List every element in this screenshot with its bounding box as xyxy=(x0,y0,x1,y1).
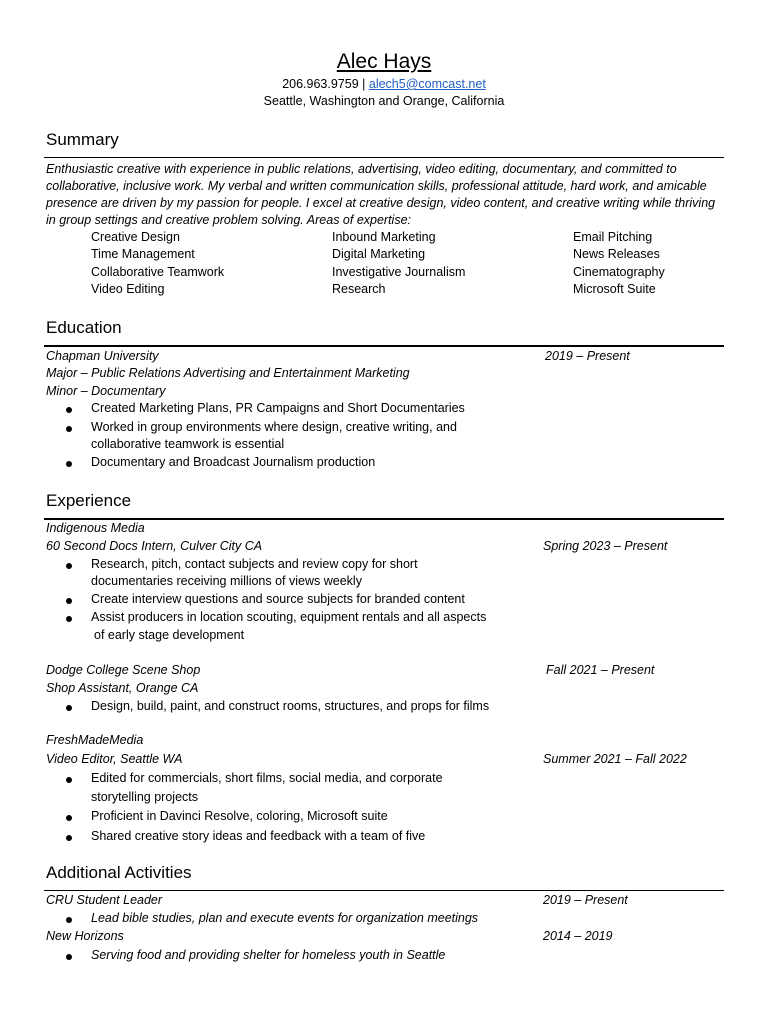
activity-organization: New Horizons xyxy=(46,929,124,943)
skill-item: Digital Marketing xyxy=(332,247,426,262)
job-organization: Dodge College Scene Shop xyxy=(46,663,201,677)
activity-organization: CRU Student Leader xyxy=(46,893,163,907)
contact-line xyxy=(0,77,768,91)
education-bullet: Created Marketing Plans, PR Campaigns and Short Documentaries xyxy=(91,401,465,415)
job-bullet: Create interview questions and source subjects for branded content xyxy=(91,592,465,606)
email-link[interactable]: alech5@comcast.net xyxy=(368,77,486,91)
job-dates: Fall 2021 – Present xyxy=(546,663,655,677)
activity-dates: 2014 – 2019 xyxy=(543,929,613,943)
skills-row xyxy=(91,265,711,282)
skills-grid xyxy=(91,230,711,299)
education-minor: Minor – Documentary xyxy=(46,384,166,398)
summary-heading: Summary xyxy=(46,130,119,149)
section-divider xyxy=(44,345,724,347)
job-organization: Indigenous Media xyxy=(46,521,145,535)
skill-item: News Releases xyxy=(573,247,660,262)
section-divider xyxy=(44,518,724,520)
school-name: Chapman University xyxy=(46,349,159,363)
skill-item: Cinematography xyxy=(573,264,665,279)
experience-heading: Experience xyxy=(46,491,132,510)
bullet-dot xyxy=(66,777,72,783)
activities-heading: Additional Activities xyxy=(46,863,192,882)
summary-text: Enthusiastic creative with experience in public relations, advertising, video editing, documentary, and committed to collaborative, inclusive work. My verbal and written communication skills, professional attitude, hard work, and amicable presence are driven by my passion for people. I excel at creative design, video content, and creative writing while thriving in group settings and creative problem solving. Areas of expertise: xyxy=(46,162,716,227)
bullet-dot xyxy=(66,705,72,711)
bullet-dot xyxy=(66,917,72,923)
resume-name: Alec Hays xyxy=(336,50,432,73)
skills-row xyxy=(91,247,711,264)
skill-item: Collaborative Teamwork xyxy=(91,264,225,279)
education-heading: Education xyxy=(46,318,122,337)
activity-bullet: Serving food and providing shelter for homeless youth in Seattle xyxy=(91,948,446,962)
job-dates: Summer 2021 – Fall 2022 xyxy=(543,752,687,766)
job-bullet: Proficient in Davinci Resolve, coloring, Microsoft suite xyxy=(91,809,388,823)
education-dates: 2019 – Present xyxy=(545,349,630,363)
bullet-dot xyxy=(66,616,72,622)
job-bullet: Research, pitch, contact subjects and review copy for short xyxy=(91,557,418,571)
education-bullet: Worked in group environments where design, creative writing, and xyxy=(91,420,457,434)
education-major: Major – Public Relations Advertising and Entertainment Marketing xyxy=(46,366,410,380)
skill-item: Inbound Marketing xyxy=(332,230,436,244)
bullet-dot xyxy=(66,815,72,821)
education-bullet: Documentary and Broadcast Journalism production xyxy=(91,455,376,469)
job-bullet-continued: of early stage development xyxy=(94,628,245,642)
skill-item: Investigative Journalism xyxy=(332,264,466,279)
section-divider xyxy=(44,157,724,158)
activity-dates: 2019 – Present xyxy=(543,893,628,907)
job-bullet-continued: documentaries receiving millions of views weekly xyxy=(91,574,362,588)
skills-row xyxy=(91,282,711,299)
bullet-dot xyxy=(66,598,72,604)
bullet-dot xyxy=(66,835,72,841)
job-role: Video Editor, Seattle WA xyxy=(46,752,183,766)
job-bullet: Edited for commercials, short films, social media, and corporate xyxy=(91,771,443,785)
bullet-dot xyxy=(66,407,72,413)
skill-item: Video Editing xyxy=(91,281,165,296)
phone-number: 206.963.9759 xyxy=(282,77,359,91)
skill-item: Email Pitching xyxy=(573,230,653,244)
education-bullet-continued: collaborative teamwork is essential xyxy=(91,437,285,451)
job-bullet: Design, build, paint, and construct rooms, structures, and props for films xyxy=(91,699,490,713)
skill-item: Time Management xyxy=(91,247,195,262)
activity-bullet: Lead bible studies, plan and execute events for organization meetings xyxy=(91,911,479,925)
bullet-dot xyxy=(66,426,72,432)
bullet-dot xyxy=(66,563,72,569)
bullet-dot xyxy=(66,954,72,960)
job-role: Shop Assistant, Orange CA xyxy=(46,681,199,695)
section-divider xyxy=(44,890,724,891)
skill-item: Creative Design xyxy=(91,230,180,244)
job-bullet: Shared creative story ideas and feedback with a team of five xyxy=(91,829,426,843)
bullet-dot xyxy=(66,461,72,467)
location: Seattle, Washington and Orange, California xyxy=(263,94,505,108)
job-organization: FreshMadeMedia xyxy=(46,733,144,747)
skill-item: Microsoft Suite xyxy=(573,281,656,296)
job-bullet-continued: storytelling projects xyxy=(91,790,198,804)
skills-row xyxy=(91,230,711,247)
contact-separator: | xyxy=(362,77,366,91)
job-dates: Spring 2023 – Present xyxy=(543,539,668,553)
job-role: 60 Second Docs Intern, Culver City CA xyxy=(46,539,263,553)
job-bullet: Assist producers in location scouting, equipment rentals and all aspects xyxy=(91,610,487,624)
skill-item: Research xyxy=(332,281,386,296)
